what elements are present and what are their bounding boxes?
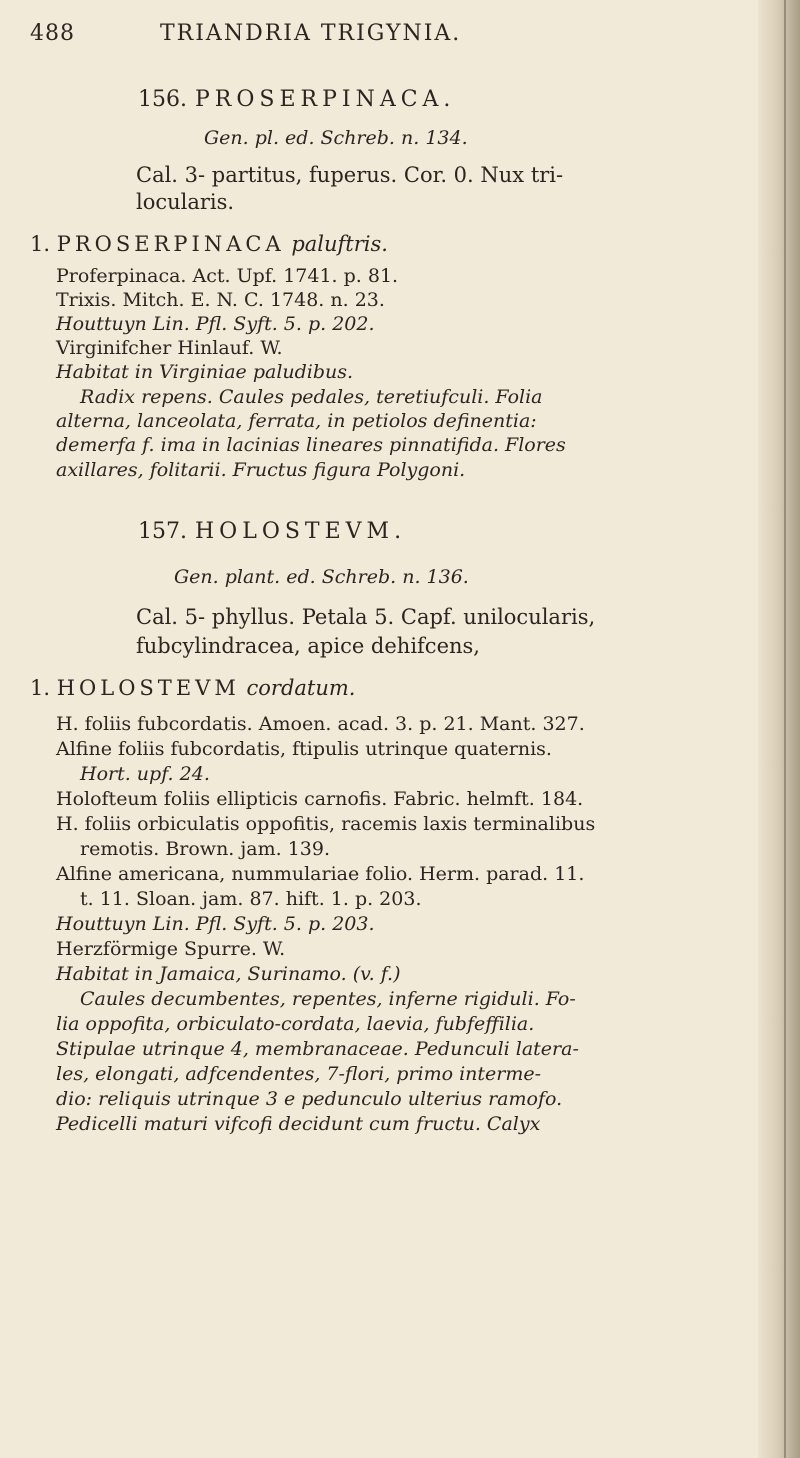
- description-line: dio: reliquis utrinque 3 e pedunculo ulterius ramofo.: [56, 1088, 563, 1110]
- genus-character-157-line2: fubcylindracea, apice dehifcens,: [136, 634, 480, 658]
- description-line: alterna, lanceolata, ferrata, in petiolos definentia:: [56, 410, 537, 432]
- habitat-line: Habitat in Jamaica, Surinamo. (v. f.): [56, 963, 401, 985]
- genus-character-156-line1: Cal. 3- partitus, fuperus. Cor. 0. Nux tri-: [136, 163, 564, 187]
- synonym-line: Alfine americana, nummulariae folio. Herm. parad. 11.: [56, 863, 585, 885]
- page-header: [30, 22, 461, 46]
- synonym-line: remotis. Brown. jam. 139.: [80, 838, 331, 860]
- genus-title-157: 157. HOLOSTEVM.: [138, 519, 407, 544]
- description-line: lia oppofita, orbiculato-cordata, laevia, fubfeffilia.: [56, 1013, 535, 1035]
- description-line: demerfa f. ima in lacinias lineares pinnatifida. Flores: [56, 434, 566, 456]
- habitat-line: Habitat in Virginiae paludibus.: [56, 361, 354, 383]
- genus-title-156: 156. PROSERPINACA.: [138, 87, 456, 112]
- synonym-line: Hort. upf. 24.: [80, 763, 210, 785]
- species-heading-holosteum: 1. HOLOSTEVM cordatum.: [30, 676, 356, 700]
- vernacular-name: Herzförmige Spurre. W.: [56, 938, 286, 960]
- description-line: Stipulae utrinque 4, membranaceae. Pedunculi latera-: [56, 1038, 579, 1060]
- synonym-line: Proferpinaca. Act. Upf. 1741. p. 81.: [56, 265, 399, 287]
- vernacular-name: Virginifcher Hinlauf. W.: [56, 337, 283, 359]
- genus-character-157-line1: Cal. 5- phyllus. Petala 5. Capf. unilocularis,: [136, 605, 596, 629]
- description-line: Caules decumbentes, repentes, inferne rigiduli. Fo-: [80, 988, 576, 1010]
- description-line: Radix repens. Caules pedales, teretiufculi. Folia: [80, 386, 543, 408]
- running-title: TRIANDRIA TRIGYNIA.: [160, 21, 462, 46]
- species-heading-proserpinaca: 1. PROSERPINACA paluftris.: [30, 232, 388, 256]
- synonym-line: Houttuyn Lin. Pfl. Syft. 5. p. 202.: [56, 313, 375, 335]
- synonym-line: t. 11. Sloan. jam. 87. hift. 1. p. 203.: [80, 888, 422, 910]
- description-line: les, elongati, adfcendentes, 7-flori, primo interme-: [56, 1063, 542, 1085]
- synonym-line: Houttuyn Lin. Pfl. Syft. 5. p. 203.: [56, 913, 375, 935]
- synonym-line: Alfine foliis fubcordatis, ftipulis utrinque quaternis.: [56, 738, 552, 760]
- genus-reference-156: Gen. pl. ed. Schreb. n. 134.: [204, 127, 468, 149]
- description-line: axillares, folitarii. Fructus figura Polygoni.: [56, 459, 466, 481]
- genus-character-156-line2: locularis.: [136, 190, 235, 214]
- description-line: Pedicelli maturi vifcofi decidunt cum fructu. Calyx: [56, 1113, 541, 1135]
- synonym-line: Holofteum foliis ellipticis carnofis. Fabric. helmft. 184.: [56, 788, 584, 810]
- synonym-line: Trixis. Mitch. E. N. C. 1748. n. 23.: [56, 289, 385, 311]
- page-binding-edge: [758, 0, 800, 1458]
- synonym-line: H. foliis orbiculatis oppofitis, racemis laxis terminalibus: [56, 813, 596, 835]
- synonym-line: H. foliis fubcordatis. Amoen. acad. 3. p. 21. Mant. 327.: [56, 713, 585, 735]
- page-number: 488: [30, 21, 75, 46]
- genus-reference-157: Gen. plant. ed. Schreb. n. 136.: [174, 566, 469, 588]
